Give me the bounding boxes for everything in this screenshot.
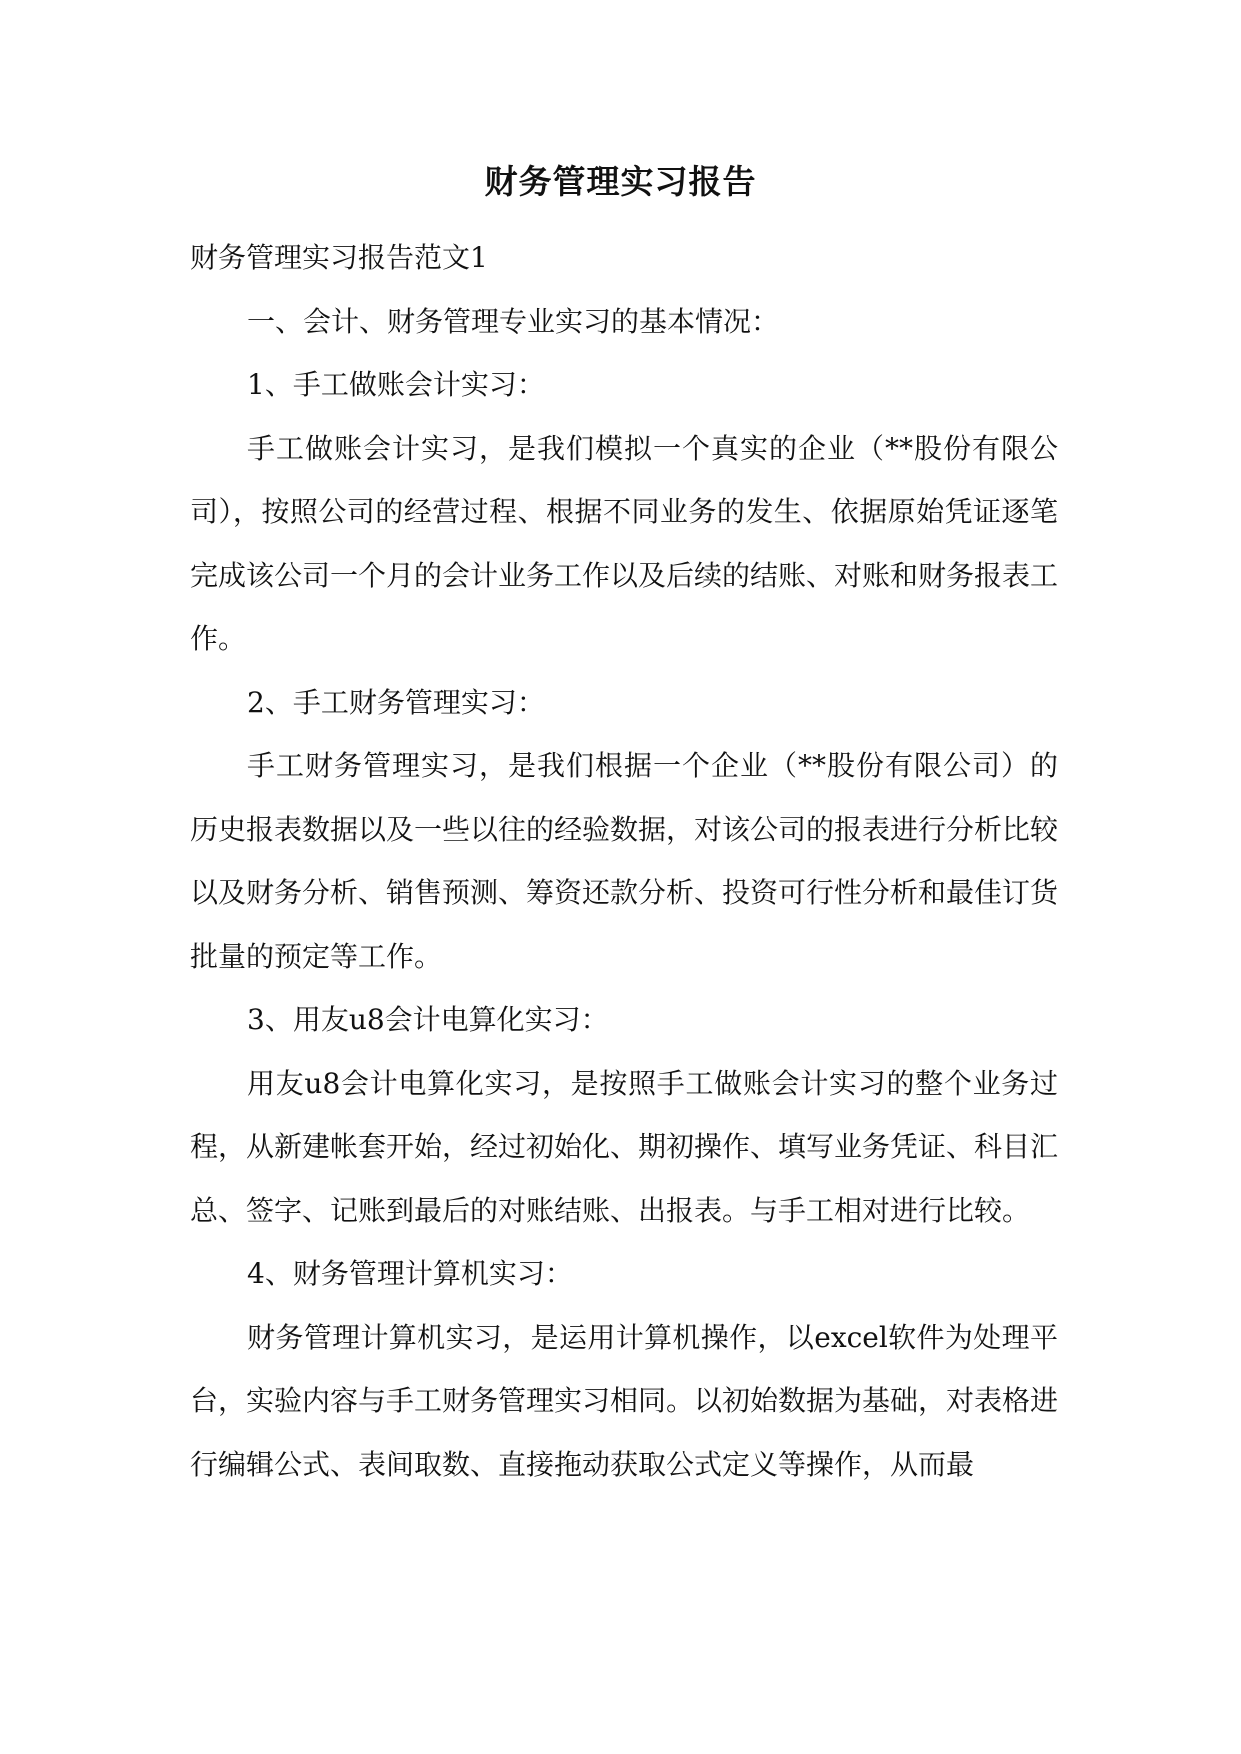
paragraph-section-heading: 一、会计、财务管理专业实习的基本情况： <box>247 304 780 338</box>
paragraph-item-heading-2: 2、手工财务管理实习： <box>247 685 545 719</box>
document-title: 财务管理实习报告 <box>484 162 757 201</box>
paragraph-item-body-2: 手工财务管理实习，是我们根据一个企业（**股份有限公司）的历史报表数据以及一些以往的经验数据，对该公司的报表进行分析比较以及财务分析、销售预测、筹资还款分析、投资可行性分析和最佳订货批量的预定等工作。 <box>190 749 1059 973</box>
paragraph-item-body-3: 用友u8会计电算化实习，是按照手工做账会计实习的整个业务过程，从新建帐套开始，经过初始化、期初操作、填写业务凭证、科目汇总、签字、记账到最后的对账结账、出报表。与手工相对进行比较。 <box>190 1066 1059 1227</box>
paragraph-item-body-1: 手工做账会计实习，是我们模拟一个真实的企业（**股份有限公司），按照公司的经营过程、根据不同业务的发生、依据原始凭证逐笔完成该公司一个月的会计业务工作以及后续的结账、对账和财务报表工作。 <box>190 431 1059 655</box>
document-body <box>190 226 1058 1496</box>
paragraph-item-heading-4: 4、财务管理计算机实习： <box>247 1257 573 1290</box>
paragraph-item-body-4: 财务管理计算机实习，是运用计算机操作，以excel软件为处理平台，实验内容与手工财务管理实习相同。以初始数据为基础，对表格进行编辑公式、表间取数、直接拖动获取公式定义等操作，从而最 <box>190 1320 1059 1481</box>
paragraph-subtitle: 财务管理实习报告范文1 <box>190 241 488 274</box>
paragraph-item-heading-1: 1、手工做账会计实习： <box>247 368 545 401</box>
paragraph-item-heading-3: 3、用友u8会计电算化实习： <box>247 1003 609 1036</box>
